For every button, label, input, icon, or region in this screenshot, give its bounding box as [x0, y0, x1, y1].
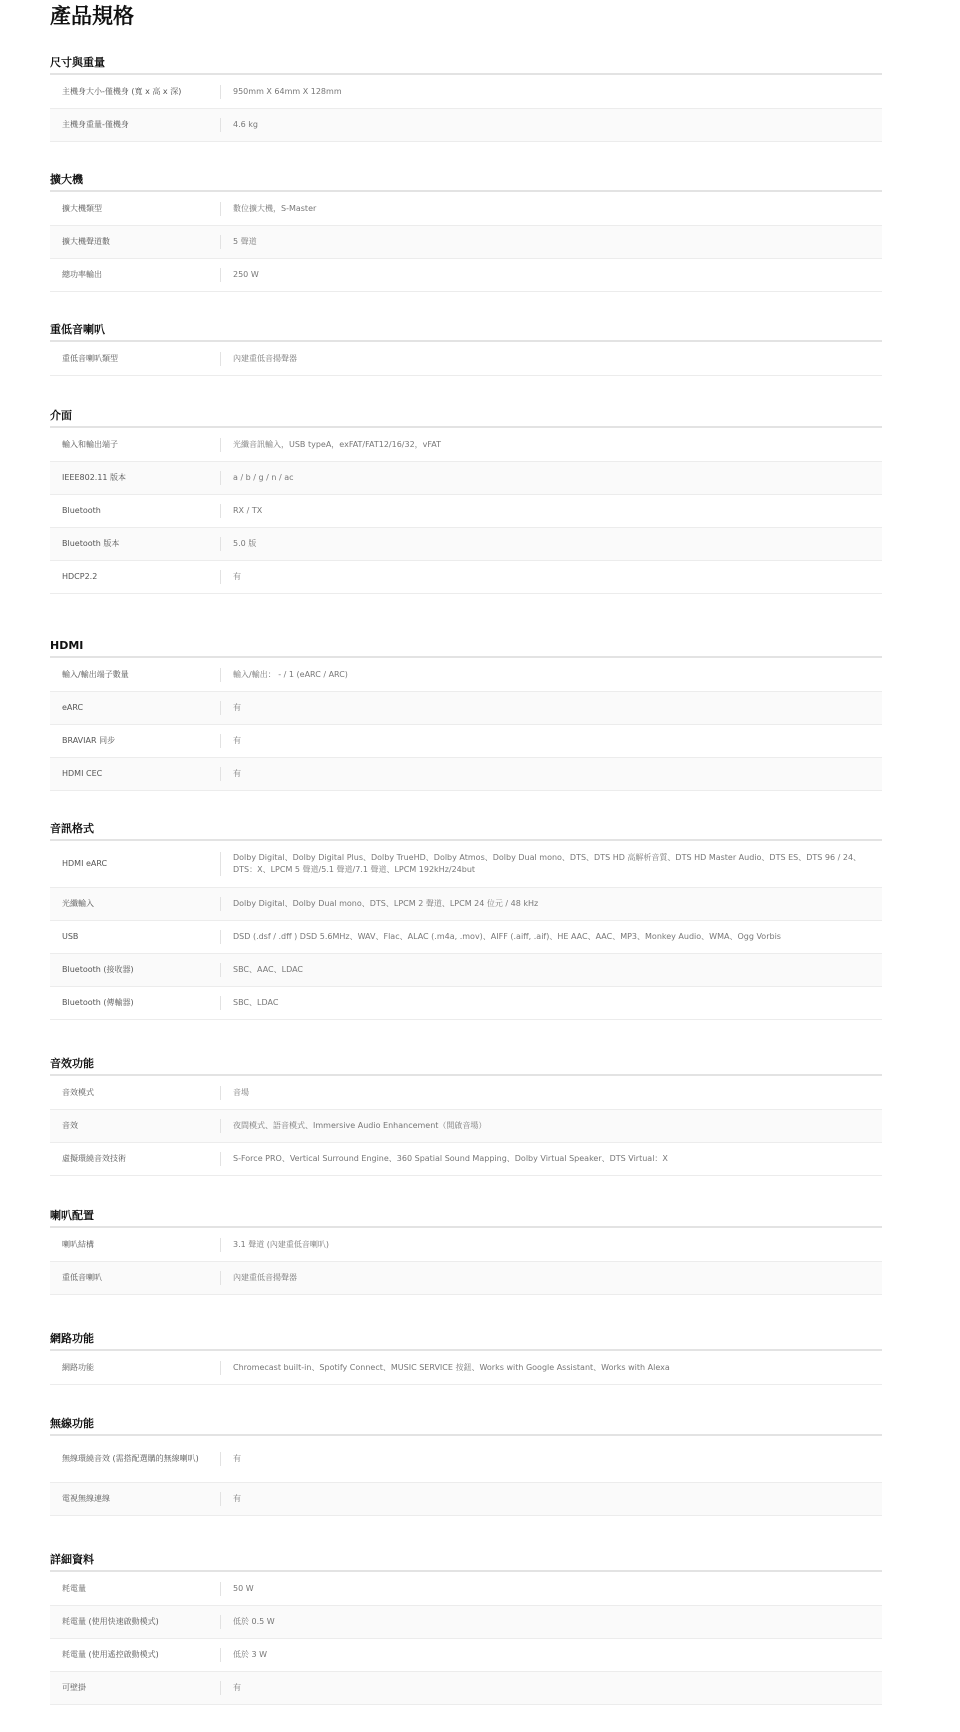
spec-section	[50, 1416, 882, 1516]
spec-label: Bluetooth	[62, 506, 101, 515]
spec-label: 音效模式	[62, 1087, 94, 1097]
section-title: 詳細資料	[50, 1552, 882, 1572]
spec-value: 夜間模式、語音模式、Immersive Audio Enhancement（開啟音場）	[220, 1119, 882, 1133]
spec-table	[50, 75, 882, 142]
spec-value: a / b / g / n / ac	[220, 471, 882, 485]
spec-row	[50, 1228, 882, 1261]
spec-label: 耗電量	[62, 1583, 86, 1593]
spec-label: 可壁掛	[62, 1683, 86, 1692]
section-title: 擴大機	[50, 172, 882, 192]
spec-value: 50 W	[220, 1582, 882, 1596]
spec-label: 輸入/輸出端子數量	[62, 669, 129, 679]
spec-value: SBC、AAC、LDAC	[220, 963, 882, 977]
spec-row	[50, 953, 882, 986]
section-title: HDMI	[50, 638, 882, 658]
spec-label: 主機身重量-僅機身	[62, 120, 129, 129]
spec-table	[50, 1351, 882, 1385]
section-title: 尺寸與重量	[50, 55, 882, 75]
section-title: 音效功能	[50, 1056, 882, 1076]
spec-row	[50, 1109, 882, 1142]
spec-row	[50, 1261, 882, 1294]
section-title: 喇叭配置	[50, 1208, 882, 1228]
spec-row	[50, 1351, 882, 1384]
spec-value: Dolby Digital、Dolby Dual mono、DTS、LPCM 2 聲道、LPCM 24 位元 / 48 kHz	[220, 897, 882, 911]
spec-section	[50, 821, 882, 1020]
section-title: 網路功能	[50, 1331, 882, 1351]
spec-section	[50, 1331, 882, 1385]
page-title: 產品規格	[50, 4, 134, 28]
spec-table	[50, 658, 882, 791]
spec-value: 音場	[220, 1086, 882, 1100]
spec-value: 5.0 版	[220, 537, 882, 551]
spec-label: USB	[62, 932, 79, 941]
spec-row	[50, 658, 882, 691]
spec-section	[50, 638, 882, 791]
spec-value: DSD (.dsf / .dff ) DSD 5.6MHz、WAV、Flac、ALAC (.m4a, .mov)、AIFF (.aiff, .aif)、HE AAC、AAC、MP3、Monkey Audio、WMA、Ogg Vorbis	[220, 930, 882, 944]
spec-row	[50, 258, 882, 291]
spec-row	[50, 342, 882, 375]
spec-label: Bluetooth 版本	[62, 539, 120, 548]
spec-row	[50, 1671, 882, 1704]
spec-row	[50, 1638, 882, 1671]
spec-row	[50, 225, 882, 258]
spec-value: 內建重低音揚聲器	[220, 352, 882, 366]
spec-label: 主機身大小-僅機身 (寬 x 高 x 深)	[62, 86, 182, 96]
spec-row	[50, 887, 882, 920]
spec-label: HDMI CEC	[62, 769, 103, 778]
spec-value: 3.1 聲道 (內建重低音喇叭)	[220, 1238, 882, 1252]
spec-row	[50, 527, 882, 560]
spec-label: 耗電量 (使用遙控啟動模式)	[62, 1650, 159, 1659]
spec-value: 低於 3 W	[220, 1648, 882, 1662]
spec-section	[50, 322, 882, 376]
spec-label: 喇叭結構	[62, 1239, 94, 1249]
spec-row	[50, 560, 882, 593]
spec-row	[50, 428, 882, 461]
spec-label: 電視無線連線	[62, 1494, 110, 1503]
spec-value: S-Force PRO、Vertical Surround Engine、360 Spatial Sound Mapping、Dolby Virtual Speaker、DTS Virtual：X	[220, 1152, 882, 1166]
spec-table	[50, 428, 882, 594]
spec-row	[50, 75, 882, 108]
spec-row	[50, 461, 882, 494]
spec-section	[50, 172, 882, 292]
spec-row	[50, 724, 882, 757]
spec-value: 250 W	[220, 268, 882, 282]
spec-row	[50, 1605, 882, 1638]
section-title: 音訊格式	[50, 821, 882, 841]
section-title: 重低音喇叭	[50, 322, 882, 342]
spec-label: 無線環繞音效 (需搭配選購的無線喇叭)	[62, 1454, 199, 1463]
spec-row	[50, 757, 882, 790]
spec-label: 光纖輸入	[62, 899, 94, 908]
spec-value: 有	[220, 1492, 882, 1506]
spec-section	[50, 55, 882, 142]
spec-table	[50, 192, 882, 292]
spec-label: 虛擬環繞音效技術	[62, 1154, 126, 1163]
spec-section	[50, 408, 882, 594]
spec-value: 有	[220, 1452, 882, 1466]
spec-row	[50, 920, 882, 953]
spec-value: 有	[220, 767, 882, 781]
spec-label: Bluetooth (接收器)	[62, 965, 134, 974]
spec-label: 重低音喇叭	[62, 1273, 102, 1282]
spec-row	[50, 1142, 882, 1175]
spec-row	[50, 192, 882, 225]
spec-value: 低於 0.5 W	[220, 1615, 882, 1629]
spec-value: 有	[220, 570, 882, 584]
spec-value: 光纖音訊輸入，USB typeA，exFAT/FAT12/16/32，vFAT	[220, 438, 882, 452]
spec-section	[50, 1552, 882, 1705]
spec-value: 有	[220, 1681, 882, 1695]
spec-value: Chromecast built-in、Spotify Connect、MUSIC SERVICE 按鈕、Works with Google Assistant、Works with Alexa	[220, 1361, 882, 1375]
spec-section	[50, 1208, 882, 1295]
spec-label: BRAVIAR 同步	[62, 736, 116, 745]
spec-table	[50, 1572, 882, 1705]
spec-label: HDMI eARC	[62, 859, 108, 868]
spec-value: 輸入/輸出： - / 1 (eARC / ARC)	[220, 668, 882, 682]
spec-value: 有	[220, 734, 882, 748]
spec-value: 內建重低音揚聲器	[220, 1271, 882, 1285]
spec-value: Dolby Digital、Dolby Digital Plus、Dolby TrueHD、Dolby Atmos、Dolby Dual mono、DTS、DTS HD 高解析音質、DTS HD Master Audio、DTS ES、DTS 96 / 24、DTS：X、LPCM 5 聲道/5.1 聲道/7.1 聲道、LPCM 192kHz/24but	[220, 852, 882, 876]
spec-label: 擴大機聲道數	[62, 237, 110, 246]
spec-row	[50, 1572, 882, 1605]
spec-row	[50, 1482, 882, 1515]
spec-value: 5 聲道	[220, 235, 882, 249]
spec-row	[50, 1076, 882, 1109]
spec-label: 耗電量 (使用快速啟動模式)	[62, 1617, 159, 1626]
spec-label: 音效	[62, 1121, 78, 1130]
spec-label: 擴大機類型	[62, 203, 102, 213]
spec-value: 有	[220, 701, 882, 715]
spec-label: eARC	[62, 703, 84, 712]
spec-label: 網路功能	[62, 1362, 94, 1372]
spec-row	[50, 494, 882, 527]
spec-table	[50, 1228, 882, 1295]
spec-label: 輸入和輸出端子	[62, 439, 118, 449]
spec-value: SBC、LDAC	[220, 996, 882, 1010]
spec-value: 數位擴大機，S-Master	[220, 202, 882, 216]
spec-row	[50, 108, 882, 141]
spec-table	[50, 1076, 882, 1176]
spec-value: RX / TX	[220, 504, 882, 518]
spec-table	[50, 342, 882, 376]
spec-table	[50, 841, 882, 1020]
spec-label: HDCP2.2	[62, 572, 98, 581]
spec-label: 重低音喇叭類型	[62, 353, 118, 363]
spec-value: 4.6 kg	[220, 118, 882, 132]
spec-row	[50, 691, 882, 724]
spec-label: Bluetooth (傳輸器)	[62, 998, 134, 1007]
spec-row	[50, 986, 882, 1019]
section-title: 無線功能	[50, 1416, 882, 1436]
spec-table	[50, 1436, 882, 1516]
spec-value: 950mm X 64mm X 128mm	[220, 85, 882, 99]
section-title: 介面	[50, 408, 882, 428]
spec-section	[50, 1056, 882, 1176]
spec-row	[50, 1436, 882, 1482]
spec-label: 總功率輸出	[62, 270, 102, 279]
spec-row	[50, 841, 882, 887]
spec-label: IEEE802.11 版本	[62, 473, 127, 482]
